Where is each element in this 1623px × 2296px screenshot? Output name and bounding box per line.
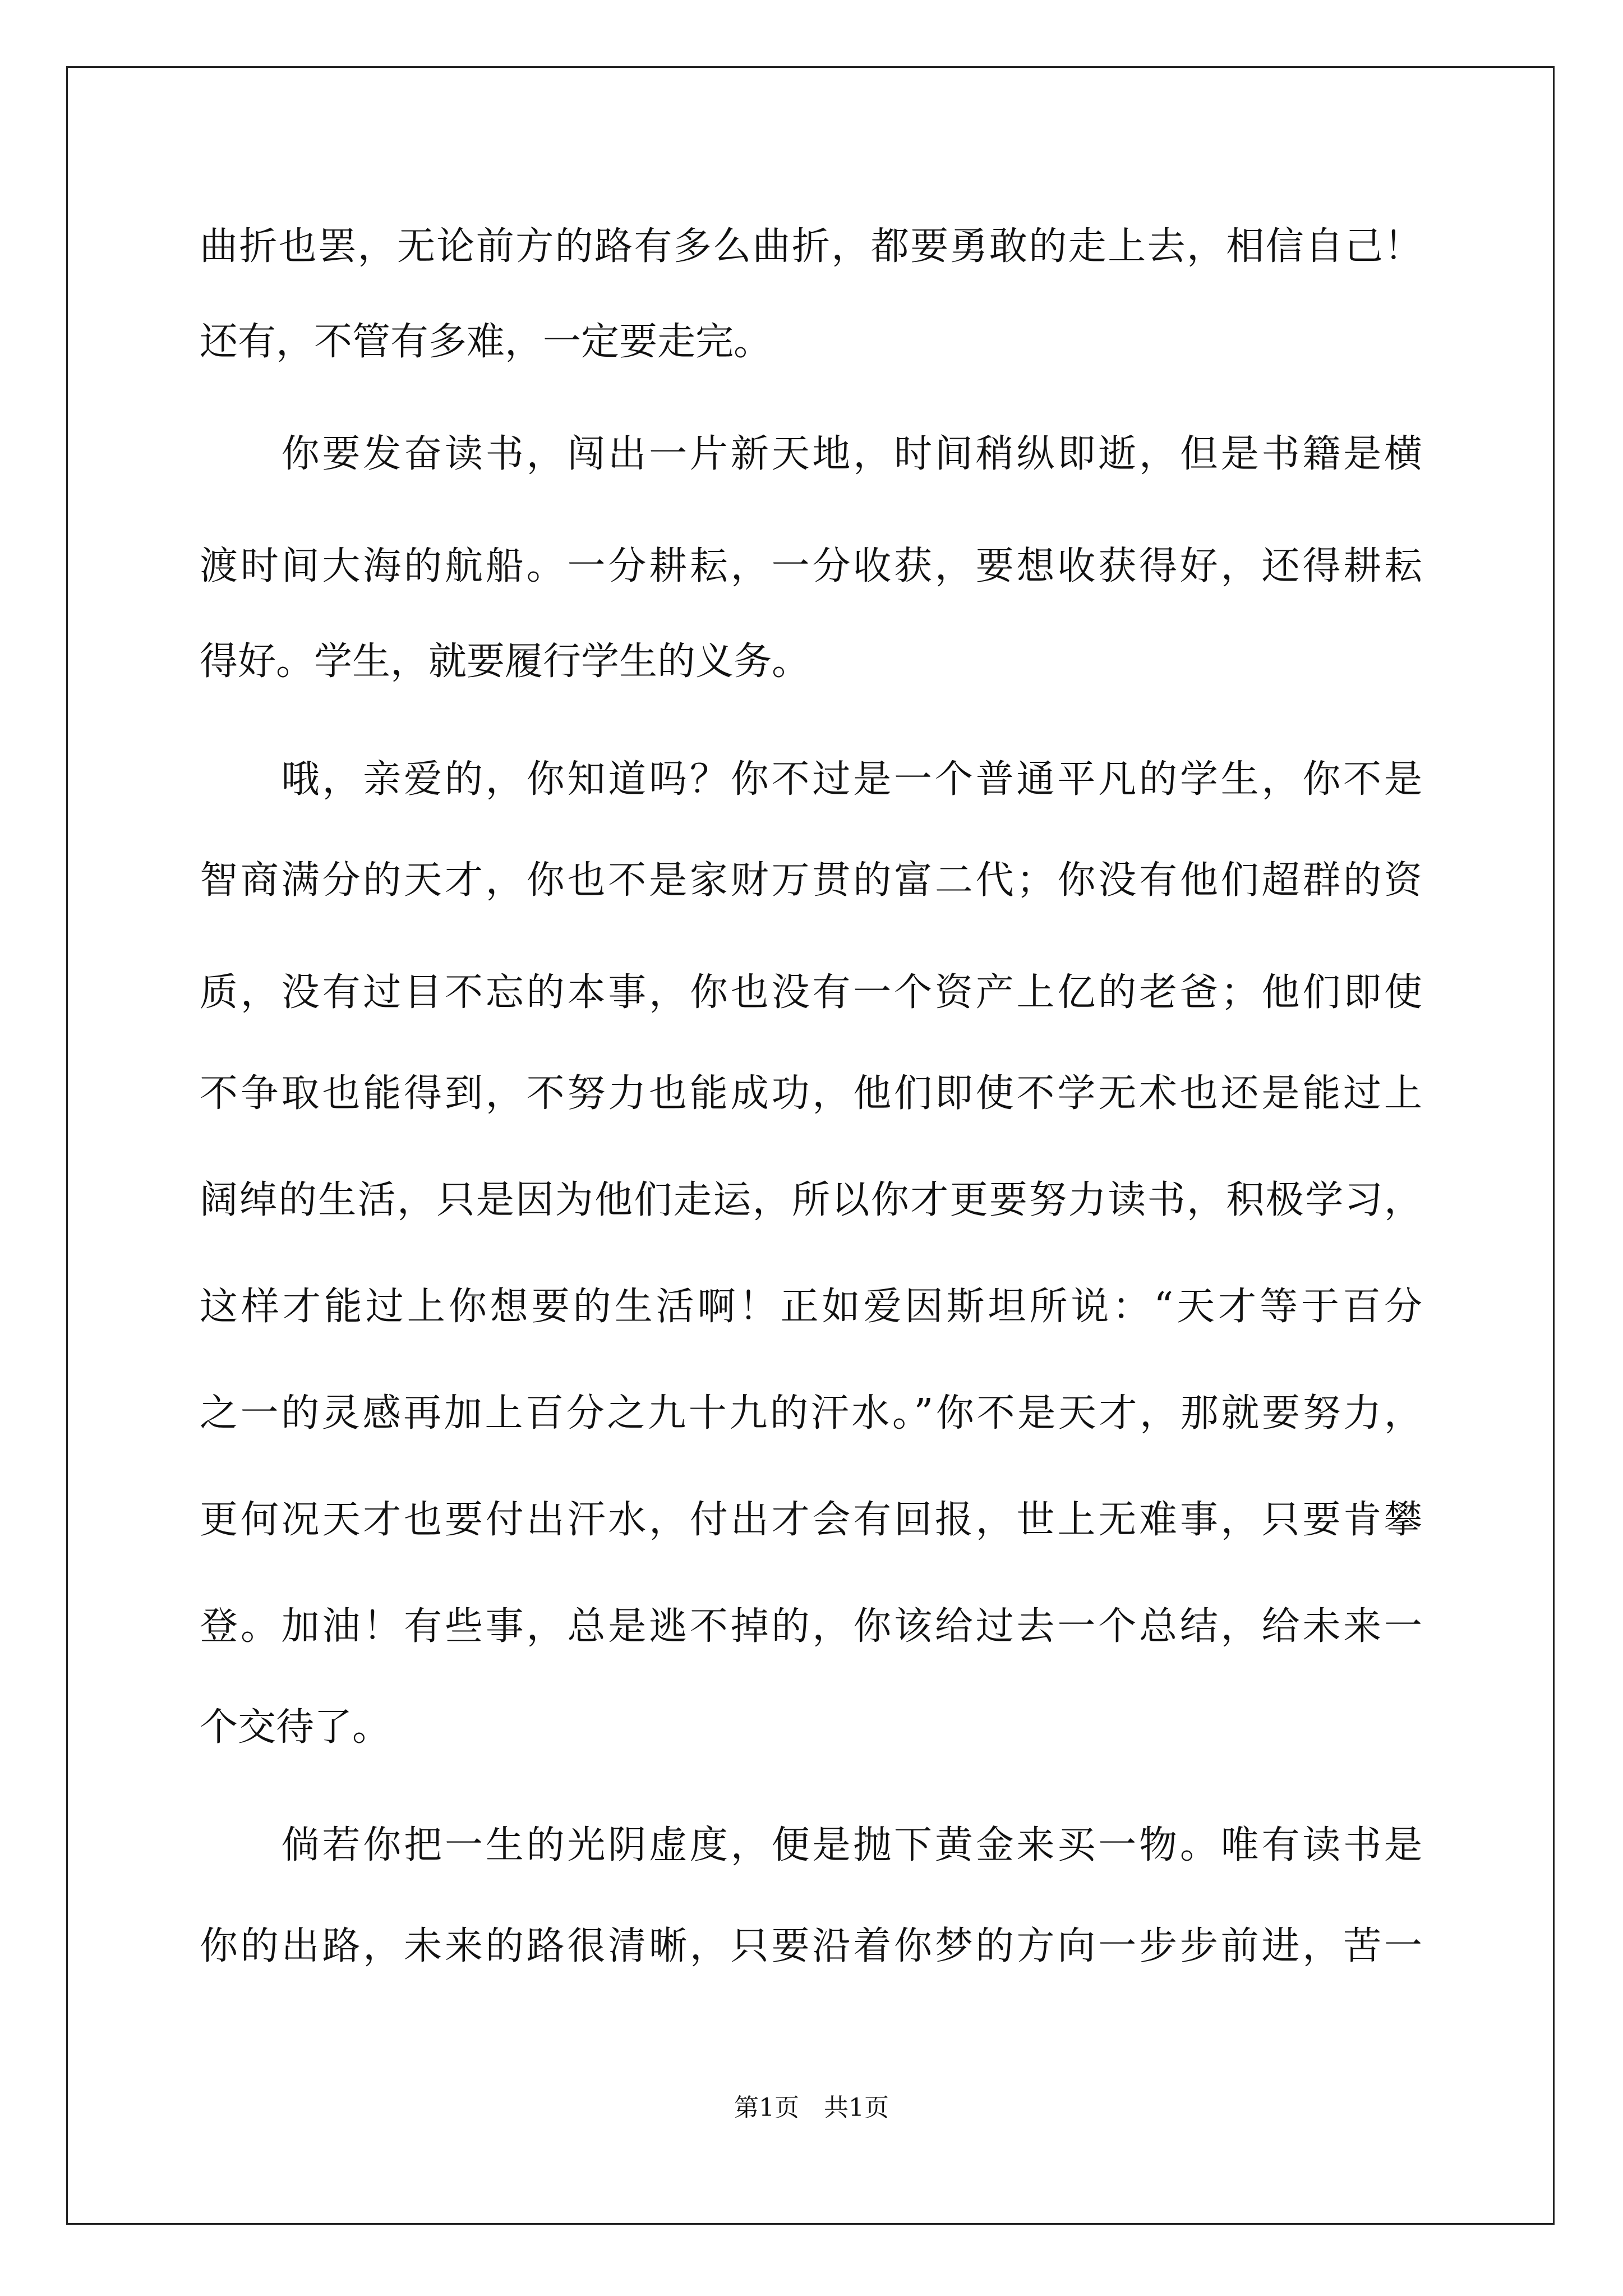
text-line-5: 得好。学生，就要履行学生的义务。 — [200, 639, 810, 684]
text-line-10: 阔绰的生活，只是因为他们走运，所以你才更要努力读书，积极学习， — [200, 1178, 1422, 1222]
text-line-9: 不争取也能得到，不努力也能成功，他们即使不学无术也还是能过上 — [200, 1071, 1422, 1116]
text-line-3: 你要发奋读书，闯出一片新天地，时间稍纵即逝，但是书籍是横 — [200, 432, 1422, 476]
text-line-17: 你的出路，未来的路很清晰，只要沿着你梦的方向一步步前进，苦一 — [200, 1924, 1422, 1968]
text-line-7: 智商满分的天才，你也不是家财万贯的富二代；你没有他们超群的资 — [200, 858, 1422, 903]
text-line-11: 这样才能过上你想要的生活啊！正如爱因斯坦所说：“天才等于百分 — [200, 1285, 1422, 1329]
text-line-16: 倘若你把一生的光阴虚度，便是抛下黄金来买一物。唯有读书是 — [200, 1823, 1422, 1867]
text-line-1: 曲折也罢，无论前方的路有多么曲折，都要勇敢的走上去，相信自己！ — [200, 224, 1422, 269]
text-line-4: 渡时间大海的航船。一分耕耘，一分收获，要想收获得好，还得耕耘 — [200, 544, 1422, 588]
page-number-footer: 第1页 共1页 — [734, 2093, 889, 2122]
text-line-12: 之一的灵感再加上百分之九十九的汗水。”你不是天才，那就要努力， — [200, 1391, 1422, 1435]
text-line-13: 更何况天才也要付出汗水，付出才会有回报，世上无难事，只要肯攀 — [200, 1498, 1422, 1542]
page-border — [66, 66, 1555, 2225]
text-line-6: 哦，亲爱的，你知道吗？你不过是一个普通平凡的学生，你不是 — [200, 757, 1422, 802]
text-line-15: 个交待了。 — [200, 1705, 391, 1750]
text-line-8: 质，没有过目不忘的本事，你也没有一个资产上亿的老爸；他们即使 — [200, 970, 1422, 1015]
text-line-2: 还有，不管有多难，一定要走完。 — [200, 320, 772, 364]
text-line-14: 登。加油！有些事，总是逃不掉的，你该给过去一个总结，给未来一 — [200, 1604, 1422, 1649]
